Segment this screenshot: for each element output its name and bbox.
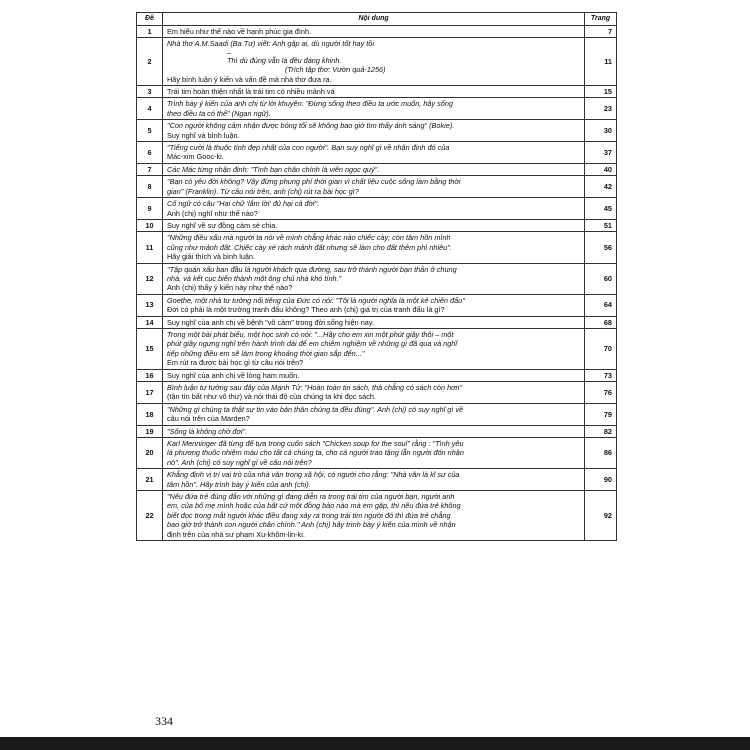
content-line: nhà, và kết cục biến thành một ông chủ nhà khó tính." xyxy=(167,273,342,283)
topic-number: 21 xyxy=(137,469,163,491)
topic-number: 22 xyxy=(137,491,163,541)
topic-page: 40 xyxy=(585,163,617,175)
topic-content xyxy=(163,120,585,142)
topic-page: 7 xyxy=(585,26,617,38)
topic-content xyxy=(163,38,585,86)
content-line: "Con người không cảm nhận được bóng tối sẽ không bao giờ tìm thấy ánh sáng" (Bokie). xyxy=(167,121,455,131)
page-bottom-edge xyxy=(0,737,750,750)
table-header-row xyxy=(137,13,617,26)
toc-row xyxy=(137,232,617,263)
content-line: Hãy giải thích và bình luận. xyxy=(167,252,256,262)
content-line: Anh (chị) nghĩ như thế nào? xyxy=(167,208,258,218)
toc-row xyxy=(137,219,617,231)
content-line: câu nói trên của Marden? xyxy=(167,414,250,424)
topic-page: 23 xyxy=(585,98,617,120)
content-line: (Trích tập thơ: Vườn quả-1256) xyxy=(285,65,386,75)
topic-content xyxy=(163,98,585,120)
header-number: Đề xyxy=(137,13,163,26)
topic-page: 86 xyxy=(585,438,617,469)
topic-content xyxy=(163,328,585,369)
topic-number: 13 xyxy=(137,294,163,316)
content-line: Em rút ra được bài học gì từ câu nói trên? xyxy=(167,358,304,368)
topic-number: 1 xyxy=(137,26,163,38)
content-line: Khẳng định vị trí vai trò của nhà văn trong xã hội, có người cho rằng: "Nhà văn là kĩ sư của xyxy=(167,470,460,480)
toc-row xyxy=(137,26,617,38)
content-line: (tận tín bất như vô thư) và nói thái độ của chúng ta khi đọc sách. xyxy=(167,392,376,402)
toc-row xyxy=(137,263,617,294)
topic-number: 10 xyxy=(137,219,163,231)
topic-number: 19 xyxy=(137,425,163,437)
toc-row xyxy=(137,369,617,381)
topic-page: 11 xyxy=(585,38,617,86)
toc-row xyxy=(137,469,617,491)
content-line: "Bạn có yêu đời không? Vậy đừng phung phí thời gian vì chất liệu cuộc sống làm bằng thời xyxy=(167,177,461,187)
content-line: – xyxy=(227,47,232,57)
content-line: Đời có phải là một trường tranh đấu không? Theo anh (chị) giá trị của tranh đấu là gì? xyxy=(167,305,445,315)
content-line: Karl Menninger đã từng để tựa trong cuốn sách "Chicken soup for the soul" rằng : "Tình yêu xyxy=(167,439,464,449)
topic-page: 42 xyxy=(585,176,617,198)
topic-page: 73 xyxy=(585,369,617,381)
content-line: "Tập quán xấu ban đầu là người khách qua đường, sau trở thành người bạn thân ở chung xyxy=(167,264,457,274)
topic-content xyxy=(163,219,585,231)
topic-content xyxy=(163,403,585,425)
content-line: em, của bố mẹ mình hoặc của bất cứ một đồng bào nào mà em gặp, thì nếu đứa trẻ không xyxy=(167,501,461,511)
topic-page: 15 xyxy=(585,86,617,98)
topic-number: 3 xyxy=(137,86,163,98)
toc-row xyxy=(137,425,617,437)
topic-page: 70 xyxy=(585,328,617,369)
content-line: biết đọc trong mắt người khác điều đang xảy ra trong trái tim người đó thì đứa trẻ chẳng xyxy=(167,510,451,520)
topic-number: 2 xyxy=(137,38,163,86)
table-of-contents xyxy=(136,12,616,541)
content-line: Goethe, một nhà tư tưởng nổi tiếng của Đức có nói: "Tôi là người nghĩa là một kẻ chiến đấu" xyxy=(167,295,465,305)
toc-row xyxy=(137,120,617,142)
toc-row xyxy=(137,198,617,220)
table-body xyxy=(137,26,617,541)
content-line: Trình bày ý kiến của anh chị từ lời khuyên: "Đừng sống theo điều ta ước muốn, hãy sống xyxy=(167,99,453,109)
topic-page: 79 xyxy=(585,403,617,425)
content-line: Em hiểu như thế nào về hạnh phúc gia đình. xyxy=(167,27,312,36)
topic-content xyxy=(163,316,585,328)
topic-page: 60 xyxy=(585,263,617,294)
topic-content xyxy=(163,491,585,541)
topic-number: 17 xyxy=(137,382,163,404)
toc-row xyxy=(137,163,617,175)
toc-row xyxy=(137,142,617,164)
topic-page: 92 xyxy=(585,491,617,541)
topic-content xyxy=(163,142,585,164)
content-line: Thì dù đúng vẫn là đều đáng khinh. xyxy=(227,55,342,65)
toc-row xyxy=(137,382,617,404)
content-line: Hãy bình luận ý kiến và vấn đề mà nhà thơ đưa ra. xyxy=(167,74,332,84)
toc-row xyxy=(137,403,617,425)
topic-number: 8 xyxy=(137,176,163,198)
content-line: tiếp những điều em sẽ làm trong khoảng thời gian sắp đến..." xyxy=(167,348,365,358)
topic-page: 56 xyxy=(585,232,617,263)
topic-number: 20 xyxy=(137,438,163,469)
topic-page: 51 xyxy=(585,219,617,231)
topic-number: 7 xyxy=(137,163,163,175)
topic-page: 37 xyxy=(585,142,617,164)
content-line: "Những gì chúng ta thật sự tin vào bản thân chúng ta đều đúng". Anh (chị) có suy nghĩ gì về xyxy=(167,404,464,414)
topic-number: 14 xyxy=(137,316,163,328)
content-line: Suy nghĩ về sự đồng cảm sẻ chia. xyxy=(167,220,278,230)
content-line: cũng như mảnh đất. Chiếc cày xé rách mảnh đất nhưng sẽ làm cho đất thêm phì nhiêu". xyxy=(167,242,452,252)
topic-page: 45 xyxy=(585,198,617,220)
content-line: Anh (chị) thấy ý kiến này như thế nào? xyxy=(167,283,293,293)
page-number: 334 xyxy=(155,714,173,728)
content-line: "Sống là không chờ đợi". xyxy=(167,426,248,436)
toc-row xyxy=(137,438,617,469)
topic-page: 64 xyxy=(585,294,617,316)
content-line: gian" (Franklin). Từ câu nói trên, anh (chị) rút ra bài học gì? xyxy=(167,186,359,196)
topic-number: 4 xyxy=(137,98,163,120)
content-line: Trong một bài phát biểu, một học sinh có nói: "...Hãy cho em xin một phút giây thôi – một xyxy=(167,329,454,339)
topic-content xyxy=(163,176,585,198)
content-line: "Nếu đứa trẻ đúng đắn với những gì đang diễn ra trong trái tim của người bạn, người anh xyxy=(167,492,455,502)
content-line: Cổ ngữ có câu "Hai chữ 'lắm lời' đủ hại cả đời". xyxy=(167,199,320,209)
content-line: Suy nghĩ và bình luận. xyxy=(167,130,240,140)
topic-page: 76 xyxy=(585,382,617,404)
topic-page: 90 xyxy=(585,469,617,491)
topic-content xyxy=(163,232,585,263)
content-line: tâm hồn". Hãy trình bày ý kiến của anh (chị). xyxy=(167,479,311,489)
toc-row xyxy=(137,98,617,120)
content-line: Các Mác từng nhận định: "Tình bạn chân chính là viên ngọc quý". xyxy=(167,164,380,174)
toc-row xyxy=(137,176,617,198)
topic-number: 16 xyxy=(137,369,163,381)
content-line: Bình luận tư tưởng sau đây của Mạnh Tử: "Hoàn toàn tin sách, thà chẳng có sách còn hơn" xyxy=(167,383,463,392)
toc-row xyxy=(137,316,617,328)
content-line: Mác-xim Gooc-ki. xyxy=(167,152,224,162)
topic-number: 12 xyxy=(137,263,163,294)
content-line: bao giờ trở thành con người chân chính." Anh (chị) hãy trình bày ý kiến của mình về nhận xyxy=(167,520,456,530)
header-page: Trang xyxy=(585,13,617,26)
topic-content xyxy=(163,438,585,469)
topic-content xyxy=(163,369,585,381)
content-line: nó". Anh (chị) có suy nghĩ gì về câu nói trên? xyxy=(167,457,312,467)
topic-content xyxy=(163,86,585,98)
topic-number: 6 xyxy=(137,142,163,164)
topic-content xyxy=(163,294,585,316)
content-line: "Những điều xấu mà người ta nói về mình chẳng khác nào chiếc cày; còn tâm hồn mình xyxy=(167,233,451,243)
header-content: Nội dung xyxy=(163,13,585,26)
content-line: Trái tim hoàn thiện nhất là trái tim có nhiều mảnh vá xyxy=(167,87,335,97)
toc-table xyxy=(136,12,617,541)
topic-content xyxy=(163,163,585,175)
toc-row xyxy=(137,38,617,86)
content-line: phút giây ngưng nghỉ trên hành trình dài để em chiêm nghiệm về những gì đã qua và nghĩ xyxy=(167,339,457,349)
content-line: Nhà thơ A.M.Saadi (Ba Tư) viết: Anh gặp ai, dù người tốt hay tồi xyxy=(167,39,374,49)
topic-number: 11 xyxy=(137,232,163,263)
topic-number: 18 xyxy=(137,403,163,425)
content-line: là phương thuốc nhiệm màu cho tất cả chúng ta, cho cả người trao tặng lẫn người đón nhận xyxy=(167,448,464,458)
toc-row xyxy=(137,294,617,316)
topic-content xyxy=(163,198,585,220)
topic-number: 5 xyxy=(137,120,163,142)
content-line: Suy nghĩ của anh chị về lòng ham muốn. xyxy=(167,370,300,380)
topic-number: 15 xyxy=(137,328,163,369)
content-line: theo điều ta có thể" (Ngạn ngữ). xyxy=(167,108,271,118)
topic-page: 82 xyxy=(585,425,617,437)
topic-page: 30 xyxy=(585,120,617,142)
topic-content xyxy=(163,26,585,38)
content-line: "Tiếng cười là thuộc tính đẹp nhất của con người". Bạn suy nghĩ gì về nhận định đó của xyxy=(167,143,450,153)
topic-number: 9 xyxy=(137,198,163,220)
topic-content xyxy=(163,425,585,437)
toc-row xyxy=(137,328,617,369)
content-line: Suy nghĩ của anh chị về bệnh "vô cảm" trong đời sống hiện nay. xyxy=(167,317,374,327)
toc-row xyxy=(137,86,617,98)
toc-row xyxy=(137,491,617,541)
topic-page: 68 xyxy=(585,316,617,328)
topic-content xyxy=(163,263,585,294)
topic-content xyxy=(163,469,585,491)
topic-content xyxy=(163,382,585,404)
content-line: định trên của nhà sư phạm Xu-khôm-lin-ki. xyxy=(167,529,305,539)
